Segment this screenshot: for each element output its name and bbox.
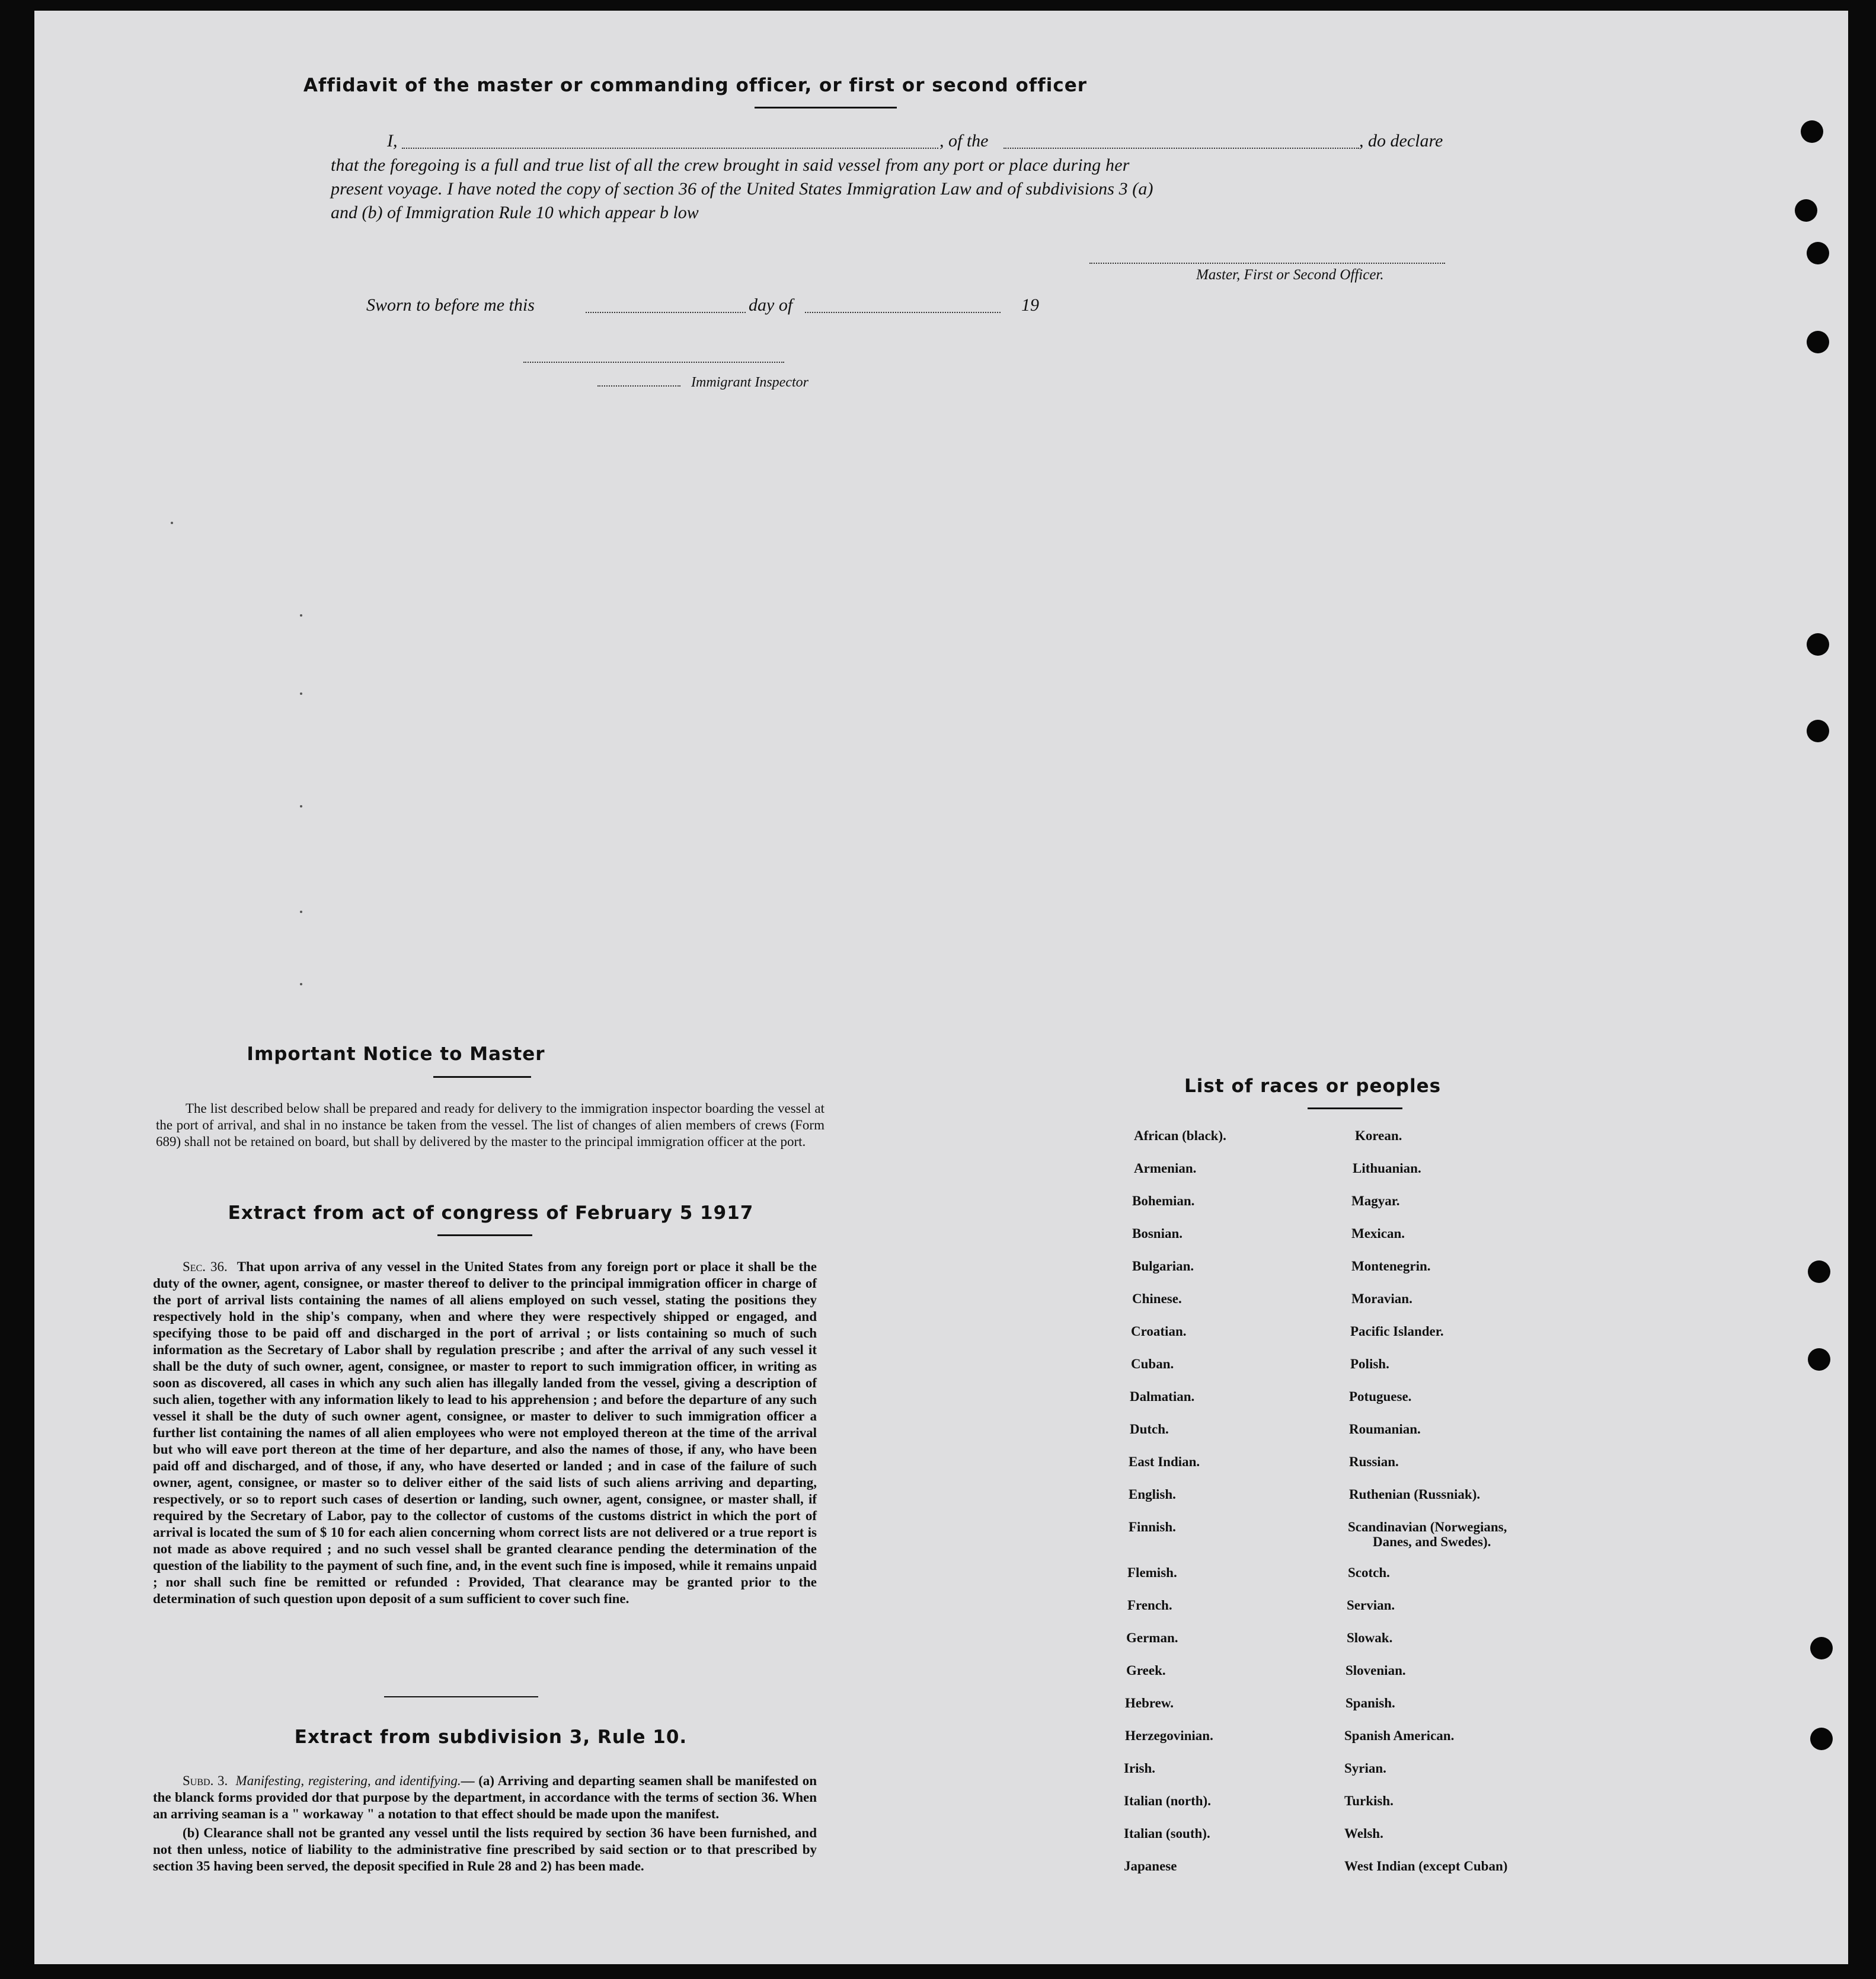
name-blank[interactable]: [402, 148, 938, 149]
race-item: Magyar.: [1351, 1193, 1400, 1208]
race-item: Danes, and Swedes).: [1373, 1534, 1491, 1549]
race-item: Flemish.: [1127, 1565, 1177, 1580]
race-item: Polish.: [1350, 1356, 1389, 1371]
margin-speck: [300, 614, 302, 617]
race-item: Japanese: [1124, 1859, 1177, 1873]
race-item: Slovenian.: [1346, 1663, 1406, 1678]
race-item: Servian.: [1347, 1598, 1395, 1613]
margin-speck: [300, 805, 302, 807]
race-item: Russian.: [1349, 1454, 1399, 1469]
act-body: [153, 1259, 817, 1610]
race-item: Bohemian.: [1132, 1193, 1195, 1208]
race-item: Hebrew.: [1125, 1696, 1174, 1710]
notice-body: [156, 1100, 824, 1153]
race-item: Bulgarian.: [1132, 1259, 1194, 1273]
race-item: Greek.: [1126, 1663, 1166, 1678]
race-item: Korean.: [1355, 1128, 1402, 1143]
race-item: Chinese.: [1132, 1291, 1182, 1306]
rule-subd-heading: Manifesting, registering, and identifying.: [235, 1773, 461, 1788]
punch-hole: [1807, 633, 1829, 656]
race-item: Italian (south).: [1124, 1826, 1210, 1841]
punch-hole: [1807, 331, 1829, 353]
race-item: Spanish.: [1346, 1696, 1395, 1710]
race-item: Cuban.: [1131, 1356, 1174, 1371]
race-item: Armenian.: [1134, 1161, 1197, 1176]
race-item: Bosnian.: [1132, 1226, 1183, 1241]
margin-speck: [300, 911, 302, 913]
race-item: West Indian (except Cuban): [1344, 1859, 1508, 1873]
punch-hole: [1810, 1728, 1833, 1750]
affidavit-do-declare: , do declare: [1359, 131, 1443, 151]
affidavit-title: Affidavit of the master or commanding officer, or first or second officer: [303, 75, 1088, 96]
master-signature-label: Master, First or Second Officer.: [1196, 267, 1384, 283]
race-item: Dutch.: [1130, 1422, 1169, 1437]
sworn-year: 19: [1021, 295, 1039, 315]
race-item: Slowak.: [1347, 1630, 1393, 1645]
punch-hole: [1808, 1260, 1830, 1283]
notice-title-underline: [433, 1076, 531, 1078]
race-item: Ruthenian (Russniak).: [1349, 1487, 1481, 1502]
sworn-day-of: day of: [749, 295, 793, 315]
race-item: Croatian.: [1131, 1324, 1187, 1339]
punch-hole: [1807, 242, 1829, 264]
affidavit-i: I,: [387, 131, 398, 151]
vessel-blank[interactable]: [1003, 148, 1359, 149]
race-item: French.: [1127, 1598, 1172, 1613]
race-item: Scotch.: [1348, 1565, 1390, 1580]
race-item: Mexican.: [1351, 1226, 1405, 1241]
races-title-underline: [1308, 1107, 1402, 1109]
affidavit-line-2: that the foregoing is a full and true list of all the crew brought in said vessel from any port or place during her: [331, 155, 1130, 175]
rule-para-a: — (a) Arriving and departing seamen shall be manifested on the blanck forms provided dor that purpose by the department, in accordance with the terms of section 36. When an arriving seaman is a " workaway " a notation to that effect should be made upon the manifest.: [153, 1773, 817, 1821]
act-title-underline: [437, 1234, 532, 1236]
race-item: Moravian.: [1351, 1291, 1412, 1306]
notice-title: Important Notice to Master: [247, 1043, 545, 1065]
rule-title: Extract from subdivision 3, Rule 10.: [294, 1726, 688, 1748]
race-item: Turkish.: [1344, 1793, 1394, 1808]
race-item: Italian (north).: [1124, 1793, 1211, 1808]
sworn-day-blank[interactable]: [586, 312, 746, 313]
act-section-text: That upon arriva of any vessel in the United States from any foreign port or place it shall be the duty of the owner, agent, consignee, or master thereof to deliver to the principal immigration officer in charge of the port of arrival lists containing the names of all aliens employed on such vessel, stating the positions they respectively hold in the ship's company, when and where they were respectively shipped or engaged, and specifying those to be paid off and discharged in the port of arrival ; or lists containing so much of such information as the Secretary of Labor shall by regulation prescribe ; and after the arrival of any such vessel it shall be the duty of such owner, agent, consignee, or master to report to such immigration officer, in writing as soon as discovered, all cases in which any such alien has illegally landed from the vessel, giving a description of such alien, together with any information likely to lead to his apprehension ; and before the departure of any such vessel it shall be the duty of such owner agent, consignee, or master to deliver to such immigration officer a further list containing the names of all alien employees who were not employed thereon at the time of the arrival but who will eave port thereon at the time of her departure, and also the names of those, if any, who have been paid off and discharged, and of those, if any, who have deserted or landed ; and in case of the failure of such owner, agent, consignee, or master so to deliver either of the said lists of such aliens arriving and departing, respectively, or so to report such cases of desertion or landing, such owner, agent, consignee, or master shall, if required by the Secretary of Labor, pay to the collector of customs of the customs district in which the port of arrival is located the sum of $ 10 for each alien concerning whom correct lists are not delivered or a true report is not made as above required ; and no such vessel shall be granted clearance pending the determination of the question of the liability to the payment of such fine, and, in the event such fine is imposed, while it remains unpaid ; nor shall such fine be remitted or refunded : Provided, That clearance may be granted prior to the determination of such question upon deposit of a sum sufficient to cover such fine.: [153, 1259, 817, 1606]
race-item: Welsh.: [1344, 1826, 1383, 1841]
race-item: Syrian.: [1344, 1761, 1386, 1776]
notice-paragraph: The list described below shall be prepared and ready for delivery to the immigration inspector boarding the vessel at the port of arrival, and shal in no instance be taken from the vessel. The list of changes of alien members of crews (Form 689) shall not be retained on board, but shall by delivered by the master to the principal immigration officer at the port.: [156, 1101, 824, 1149]
margin-speck: [300, 692, 302, 695]
race-item: English.: [1129, 1487, 1176, 1502]
race-item: Dalmatian.: [1130, 1389, 1195, 1404]
race-item: Montenegrin.: [1351, 1259, 1431, 1273]
race-item: Roumanian.: [1349, 1422, 1421, 1437]
affidavit-line-4: and (b) of Immigration Rule 10 which appear b low: [331, 203, 699, 222]
race-item: Lithuanian.: [1353, 1161, 1421, 1176]
margin-speck: [171, 522, 173, 524]
punch-hole: [1810, 1637, 1833, 1659]
rule-para-b: (b) Clearance shall not be granted any vessel until the lists required by section 36 have been furnished, and not then unless, notice of liability to the administrative fine prescribed by said section or to that prescribed by section 35 having been served, the deposit specified in Rule 28 and 2) has been made.: [153, 1825, 817, 1873]
affidavit-line-3: present voyage. I have noted the copy of section 36 of the United States Immigration Law and of subdivisions 3 (a): [331, 179, 1153, 199]
sworn-month-blank[interactable]: [805, 312, 1001, 313]
rule-subd-label: Subd. 3.: [183, 1773, 228, 1788]
document-page: [34, 11, 1848, 1964]
sworn-line: [366, 295, 1137, 319]
races-title: List of races or peoples: [1184, 1075, 1442, 1097]
rule-separator: [384, 1696, 538, 1697]
act-title: Extract from act of congress of February 5 1917: [228, 1202, 754, 1224]
race-item: Finnish.: [1129, 1520, 1176, 1534]
punch-hole: [1808, 1348, 1830, 1371]
inspector-label: Immigrant Inspector: [691, 375, 808, 390]
sworn-text: Sworn to before me this: [366, 295, 535, 315]
race-item: German.: [1126, 1630, 1178, 1645]
rule-body: [153, 1773, 817, 1877]
race-item: Irish.: [1124, 1761, 1156, 1776]
master-signature-line[interactable]: [1089, 263, 1445, 264]
race-item: Herzegovinian.: [1125, 1728, 1213, 1743]
race-item: African (black).: [1134, 1128, 1226, 1143]
race-item: East Indian.: [1129, 1454, 1200, 1469]
race-item: Pacific Islander.: [1350, 1324, 1444, 1339]
inspector-signature-line[interactable]: [523, 362, 784, 363]
race-item: Scandinavian (Norwegians,: [1348, 1520, 1507, 1534]
punch-hole: [1801, 120, 1823, 143]
race-item: Potuguese.: [1349, 1389, 1412, 1404]
margin-speck: [300, 983, 302, 985]
inspector-signature-line-2: [597, 385, 680, 387]
affidavit-title-underline: [755, 107, 897, 108]
affidavit-of-the: , of the: [939, 131, 989, 151]
punch-hole: [1795, 199, 1817, 222]
act-sec-label: Sec. 36.: [183, 1259, 228, 1274]
race-item: Spanish American.: [1344, 1728, 1455, 1743]
punch-hole: [1807, 720, 1829, 742]
